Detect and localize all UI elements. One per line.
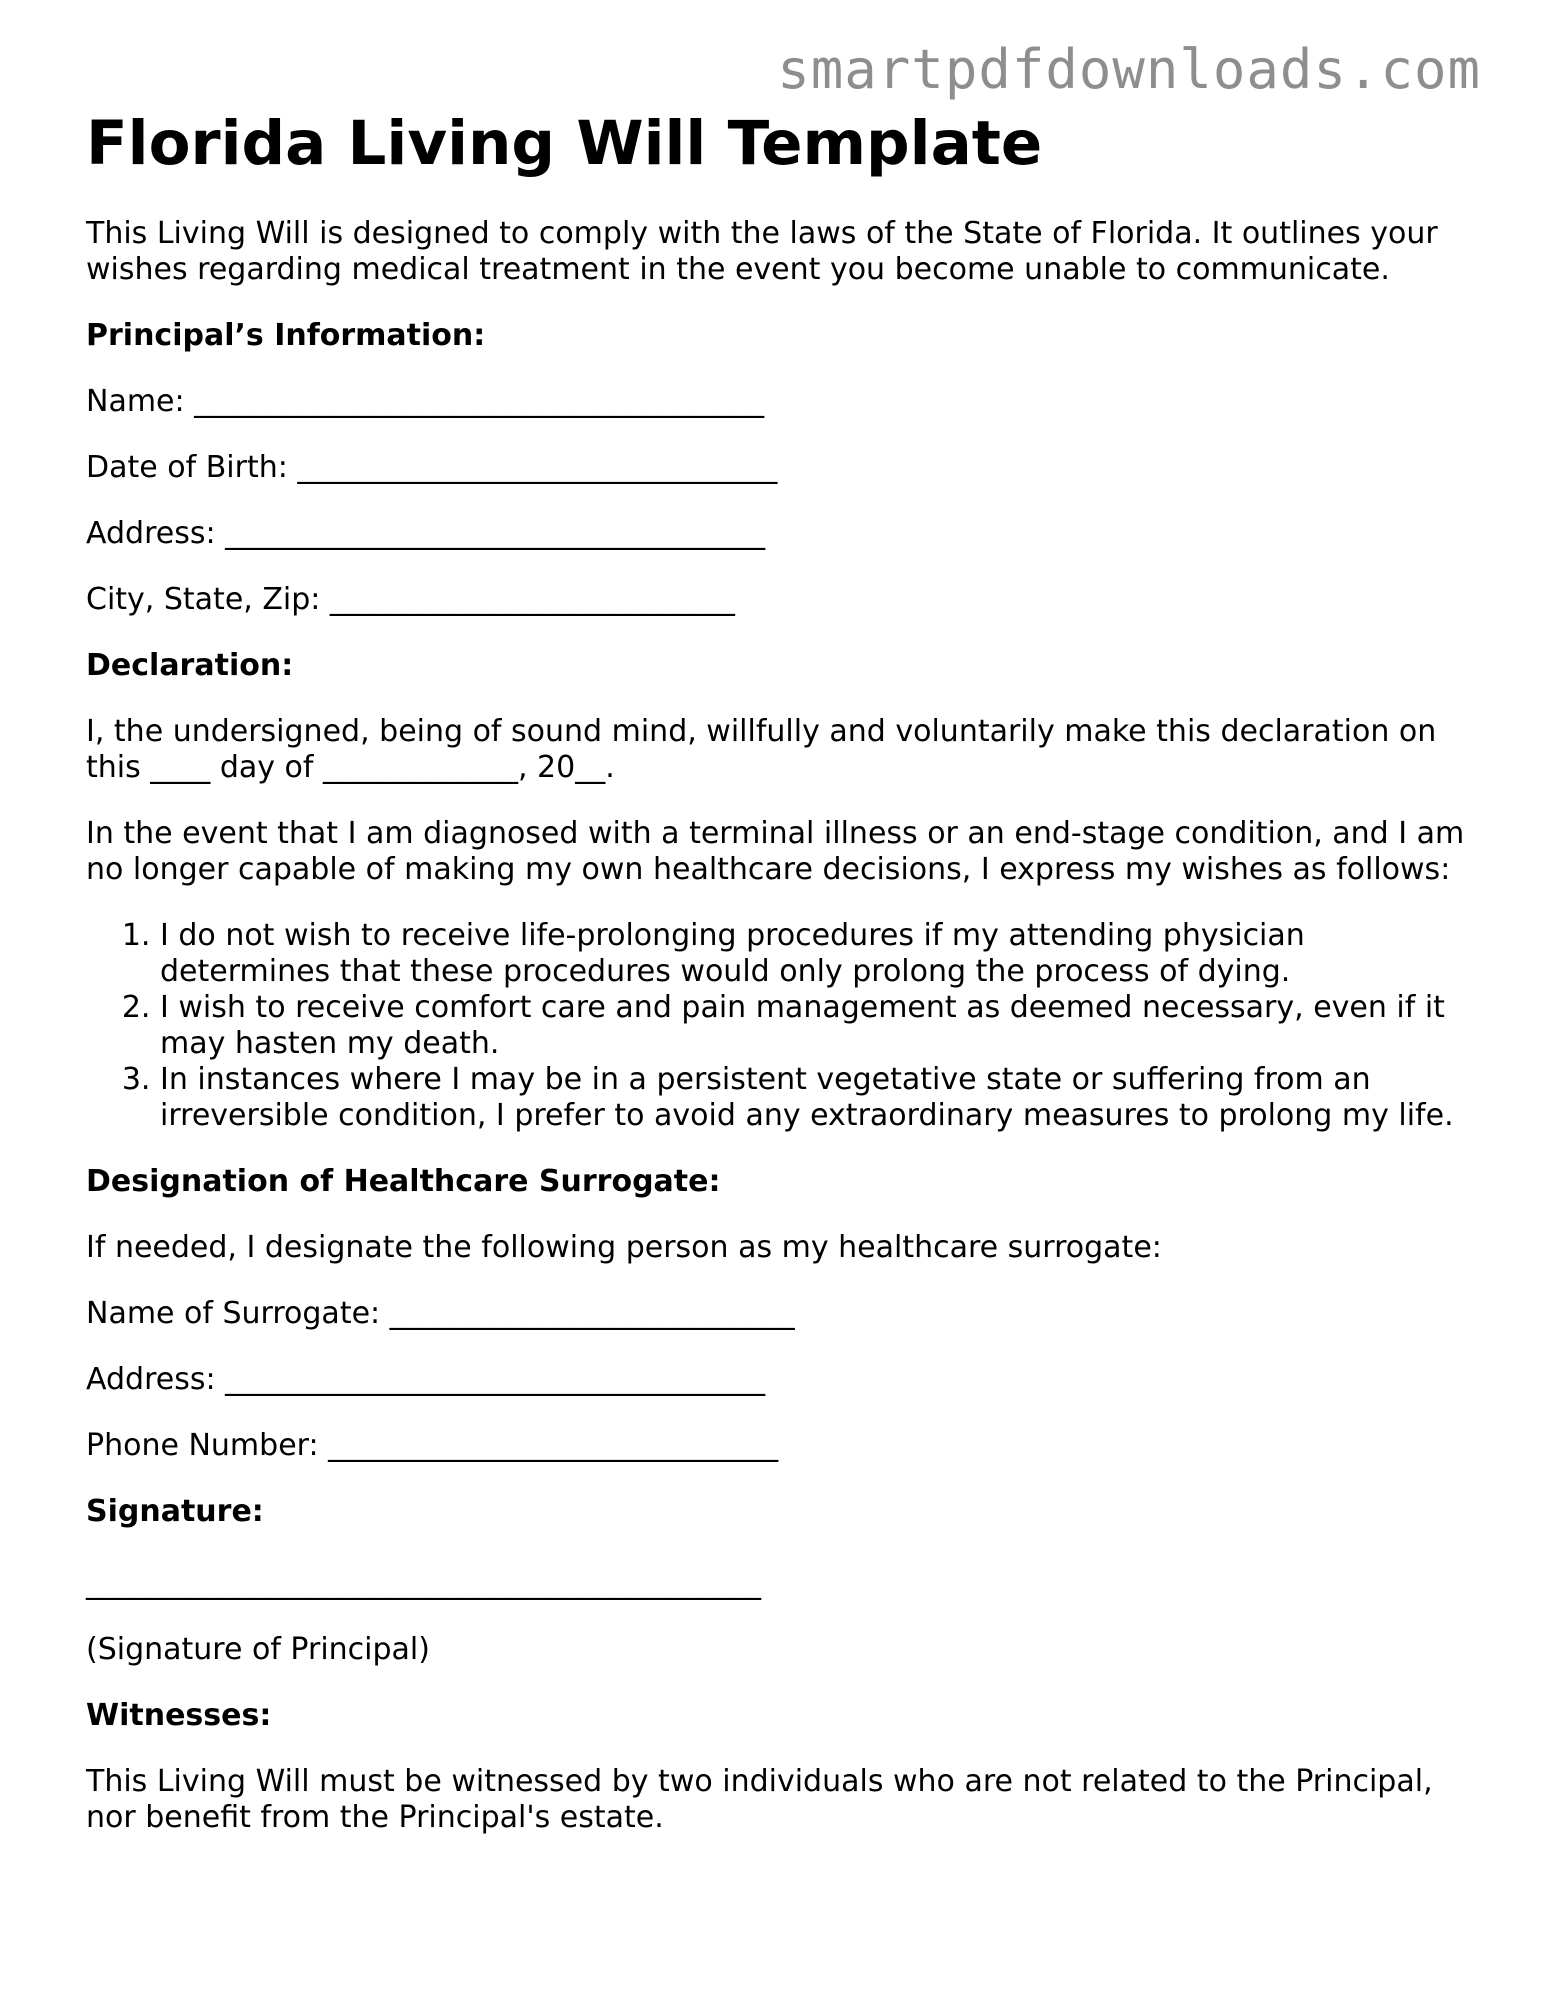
- list-item: 2. I wish to receive comfort care and pain management as deemed necessary, even if it may hasten my death.: [160, 990, 1476, 1062]
- principal-city-field: City, State, Zip: ___________________________: [86, 582, 735, 617]
- declaration-statement: I, the undersigned, being of sound mind, willfully and voluntarily make this declaration on this ____ day of _____________, 20__.: [86, 714, 1437, 785]
- wishes-list: [86, 918, 1476, 1134]
- declaration-heading: Declaration:: [86, 648, 294, 683]
- principal-address-field: Address: ____________________________________: [86, 516, 766, 551]
- list-item: 3. In instances where I may be in a persistent vegetative state or suffering from an irreversible condition, I prefer to avoid any extraordinary measures to prolong my life.: [160, 1062, 1476, 1134]
- document-page: [86, 106, 1476, 1866]
- intro-paragraph: This Living Will is designed to comply with the laws of the State of Florida. It outlines your wishes regarding medical treatment in the event you become unable to communicate.: [86, 216, 1438, 287]
- signature-caption: (Signature of Principal): [86, 1632, 430, 1667]
- signature-line: _____________________________________________: [86, 1566, 761, 1601]
- surrogate-intro: If needed, I designate the following person as my healthcare surrogate:: [86, 1230, 1162, 1265]
- signature-heading: Signature:: [86, 1494, 264, 1529]
- watermark: smartpdfdownloads.com: [777, 38, 1481, 101]
- surrogate-address-field: Address: ____________________________________: [86, 1362, 766, 1397]
- witnesses-heading: Witnesses:: [86, 1698, 272, 1733]
- principal-heading: Principal’s Information:: [86, 318, 486, 353]
- declaration-condition: In the event that I am diagnosed with a terminal illness or an end-stage condition, and I am no longer capable of making my own healthcare decisions, I express my wishes as follows:: [86, 816, 1465, 887]
- list-item: 1. I do not wish to receive life-prolonging procedures if my attending physician determines that these procedures would only prolong the process of dying.: [160, 918, 1476, 990]
- surrogate-name-field: Name of Surrogate: ___________________________: [86, 1296, 795, 1331]
- witnesses-text: This Living Will must be witnessed by two individuals who are not related to the Principal, nor benefit from the Principal's estate.: [86, 1764, 1433, 1835]
- principal-dob-field: Date of Birth: ________________________________: [86, 450, 778, 485]
- surrogate-phone-field: Phone Number: ______________________________: [86, 1428, 779, 1463]
- principal-name-field: Name: ______________________________________: [86, 384, 765, 419]
- surrogate-heading: Designation of Healthcare Surrogate:: [86, 1164, 721, 1199]
- page-title: Florida Living Will Template: [86, 108, 1043, 179]
